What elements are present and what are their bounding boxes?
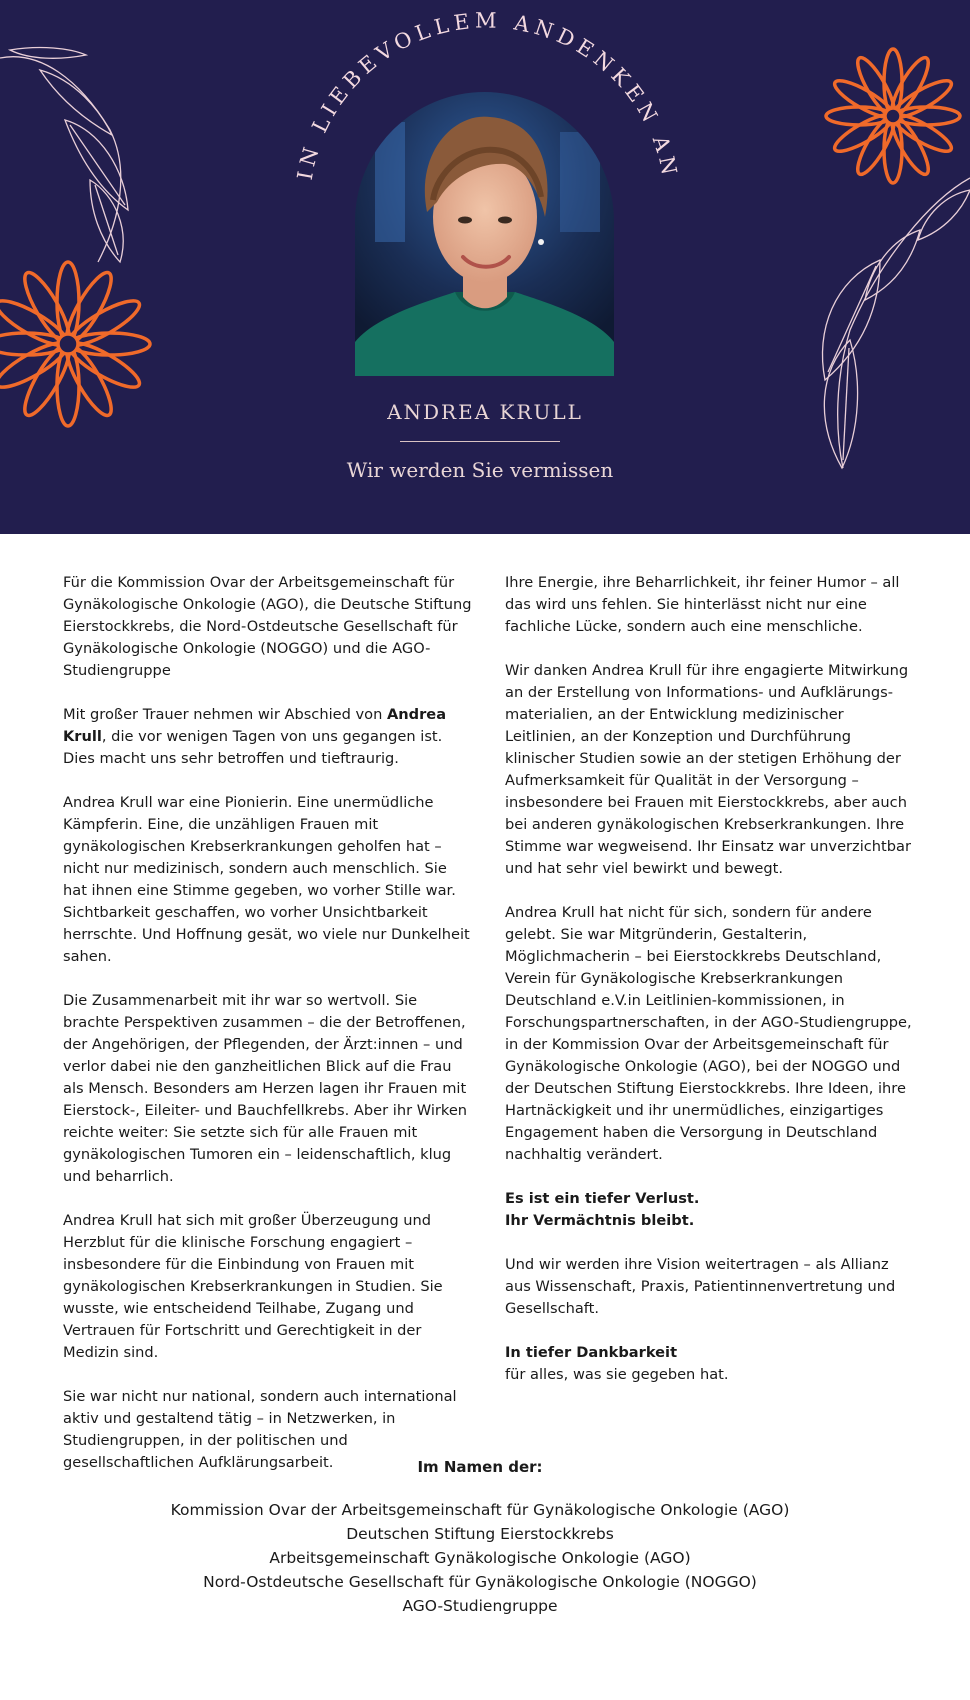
leaf-branch-left-icon [0, 48, 128, 262]
closing-text: für alles, was sie gegeben hat. [505, 1366, 729, 1383]
organization-name: Nord-Ostdeutsche Gesellschaft für Gynäkologische Onkologie (NOGGO) [203, 1573, 757, 1591]
name-divider [400, 441, 560, 442]
paragraph: Für die Kommission Ovar der Arbeitsgemeinschaft für Gynäkologische Onkologie (AGO), die Deutsche Stiftung Eierstockkrebs, die Nord-Ostdeutsche Gesellschaft für Gynäkologische Onkologie (NOGGO) und die AGO-Studiengruppe [63, 574, 472, 679]
paragraph: Sie war nicht nur national, sondern auch international aktiv und gestaltend tätig – in Netzwerken, in Studiengruppen, in der politischen und gesellschaftlichen Aufklärungsarbeit. [63, 1388, 457, 1471]
paragraph-text: , die vor wenigen Tagen von uns gegangen ist. Dies macht uns sehr betroffen und tieftraurig. [63, 728, 443, 767]
signatories [0, 1458, 960, 1618]
organization-name: Kommission Ovar der Arbeitsgemeinschaft für Gynäkologische Onkologie (AGO) [170, 1501, 790, 1519]
closing-block [505, 1342, 915, 1386]
emphasis-block [505, 1188, 915, 1232]
closing-heading: In tiefer Dankbarkeit [505, 1344, 678, 1361]
flower-right-icon [826, 49, 960, 183]
paragraph [63, 704, 473, 770]
organization-name: AGO-Studiengruppe [402, 1597, 558, 1615]
memorial-header [0, 0, 970, 534]
paragraph: Andrea Krull hat sich mit großer Überzeugung und Herzblut für die klinische Forschung engagiert – insbesondere für die Einbindung von Frauen mit gynäkologischen Krebserkrankungen in Studien. Sie wusste, wie entscheidend Teilhabe, Zugang und Vertrauen für Fortschritt und Gerechtigkeit in der Medizin sind. [63, 1212, 443, 1361]
paragraph-text: Mit großer Trauer nehmen wir Abschied von [63, 706, 387, 723]
organization-name: Arbeitsgemeinschaft Gynäkologische Onkologie (AGO) [269, 1549, 691, 1567]
deceased-name: ANDREA KRULL [387, 400, 583, 424]
paragraph: Andrea Krull hat nicht für sich, sondern für andere gelebt. Sie war Mitgründerin, Gestalterin, Möglichmacherin – bei Eierstockkrebs Deutschland, Verein für Gynäkologische Krebserkrankungen Deutschland e.V.in Leitlinien-kommissionen, in Forschungspartnerschaften, in der AGO-Studiengruppe, in der Kommission Ovar der Arbeitsgemeinschaft für Gynäkologische Onkologie (AGO), bei der NOGGO und der Deutschen Stiftung Eierstockkrebs. Ihre Ideen, ihre Hartnäckigkeit und ihr unermüdliches, einzigartiges Engagement haben die Versorgung in Deutschland nachhaltig verändert. [505, 904, 912, 1163]
right-column [505, 572, 915, 1408]
emphasis-line: Es ist ein tiefer Verlust. [505, 1190, 700, 1207]
paragraph: Andrea Krull war eine Pionierin. Eine unermüdliche Kämpferin. Eine, die unzähligen Frauen mit gynäkologischen Krebserkrankungen geholfen hat – nicht nur medizinisch, sondern auch menschlich. Sie hat ihnen eine Stimme gegeben, wo vorher Stille war. Sichtbarkeit geschaffen, wo vorher Unsichtbarkeit herrschte. Und Hoffnung gesät, wo viele nur Dunkelheit sahen. [63, 794, 470, 965]
paragraph: Wir danken Andrea Krull für ihre engagierte Mitwirkung an der Erstellung von Informations- und Aufklärungs-materialien, an der Entwicklung medizinischer Leitlinien, an der Konzeption und Durchführung klinischer Studien sowie an der stetigen Erhöhung der Aufmerksamkeit für Qualität in der Versorgung – insbesondere bei Frauen mit Eierstockkrebs, aber auch bei anderen gynäkologischen Krebserkrankungen. Ihre Stimme war wegweisend. Ihr Einsatz war unverzichtbar und hat sehr viel bewirkt und bewegt. [505, 662, 911, 877]
memorial-tagline: Wir werden Sie vermissen [346, 458, 614, 482]
arc-heading: IN LIEBEVOLLEM ANDENKEN AN [292, 8, 683, 182]
paragraph: Und wir werden ihre Vision weitertragen – als Allianz aus Wissenschaft, Praxis, Patientinnenvertretung und Gesellschaft. [505, 1256, 896, 1317]
paragraph: Ihre Energie, ihre Beharrlichkeit, ihr feiner Humor – all das wird uns fehlen. Sie hinterlässt nicht nur eine fachliche Lücke, sondern auch eine menschliche. [505, 574, 900, 635]
highlighted-name: Andrea Krull [63, 706, 447, 745]
paragraph: Die Zusammenarbeit mit ihr war so wertvoll. Sie brachte Perspektiven zusammen – die der Betroffenen, der Angehörigen, der Pflegenden, der Ärzt:innen – und verlor dabei nie den ganzheitlichen Blick auf die Frau als Mensch. Besonders am Herzen lagen ihr Frauen mit Eierstock-, Eileiter- und Bauchfellkrebs. Aber ihr Wirken reichte weiter: Sie setzte sich für alle Frauen mit gynäkologischen Tumoren ein – leidenschaftlich, klug und beharrlich. [63, 992, 468, 1185]
signatories-heading: Im Namen der: [417, 1458, 543, 1476]
organization-name: Deutschen Stiftung Eierstockkrebs [346, 1525, 614, 1543]
left-column [63, 572, 473, 1496]
emphasis-line: Ihr Vermächtnis bleibt. [505, 1212, 695, 1229]
leaf-branch-right-icon [822, 178, 970, 468]
portrait-photo [355, 92, 614, 376]
